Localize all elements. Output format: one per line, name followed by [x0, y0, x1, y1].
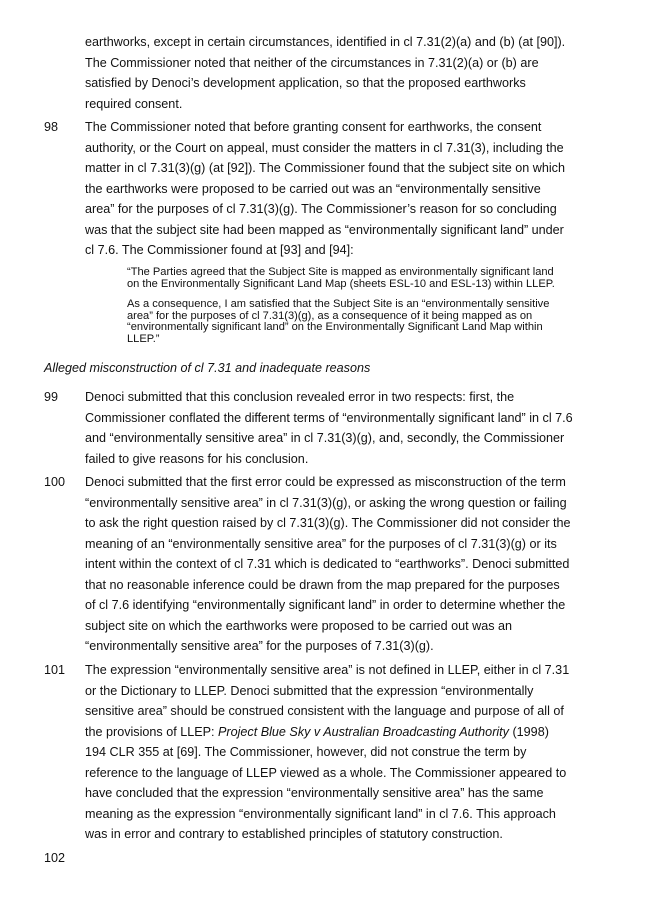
case-citation: Project Blue Sky v Australian Broadcasting Authority — [218, 724, 509, 739]
text-line: matter in cl 7.31(3)(g) (at [92]). The Commissioner found that the subject site on which — [85, 161, 565, 175]
text-line: The Commissioner noted that neither of the circumstances in 7.31(2)(a) or (b) are — [85, 55, 539, 70]
text-line: on the Environmentally Significant Land Map (sheets ESL-10 and ESL-13) within LLEP. — [127, 277, 555, 290]
paragraph-body — [85, 660, 614, 845]
text-line: or the Dictionary to LLEP. Denoci submitted that the expression “environmentally — [85, 683, 534, 698]
text-line — [85, 722, 614, 743]
paragraph-body — [85, 472, 614, 657]
text-run: the provisions of LLEP: — [85, 724, 219, 739]
text-line: Denoci submitted that this conclusion revealed error in two respects: first, the — [85, 390, 515, 404]
text-line: cl 7.6. The Commissioner found at [93] and [94]: — [85, 243, 354, 257]
text-line: subject site on which the earthworks were proposed to be carried out was an — [85, 618, 513, 633]
text-line: the earthworks were proposed to be carried out was an “environmentally sensitive — [85, 181, 541, 196]
text-line: “environmentally significant land” on the Environmentally Significant Land Map within — [127, 321, 543, 334]
text-line: to ask the right question raised by cl 7.31(3)(g). The Commissioner did not consider the — [85, 516, 571, 530]
quote-paragraph — [127, 299, 597, 345]
paragraph-body — [85, 117, 614, 261]
text-line: Denoci submitted that the first error could be expressed as misconstruction of the term — [85, 475, 566, 489]
paragraph-99 — [44, 387, 614, 469]
paragraph-101 — [44, 660, 614, 845]
section-heading: Alleged misconstruction of cl 7.31 and inadequate reasons — [44, 361, 371, 375]
text-line: failed to give reasons for his conclusion. — [85, 451, 309, 466]
text-line: LLEP.” — [127, 332, 160, 345]
text-line: area” for the purposes of cl 7.31(3)(g). The Commissioner’s reason for so concluding — [85, 202, 557, 216]
text-line: was in error and contrary to established principles of statutory construction. — [85, 827, 503, 841]
text-line: meaning as the expression “environmentally significant land” in cl 7.6. This approach — [85, 806, 556, 821]
paragraph-number: 98 — [44, 120, 59, 134]
paragraph-98 — [44, 117, 614, 261]
text-line: “environmentally sensitive area” for the purposes of 7.31(3)(g). — [85, 639, 434, 653]
text-line: “The Parties agreed that the Subject Site is mapped as environmentally significant land — [127, 266, 554, 278]
text-line: meaning of an “environmentally sensitive area” for the purposes of cl 7.31(3)(g) or its — [85, 536, 557, 551]
text-line: Commissioner conflated the different terms of “environmentally significant land” in cl 7.6 — [85, 410, 573, 425]
text-line: authority, or the Court on appeal, must consider the matters in cl 7.31(3), including the — [85, 140, 564, 155]
text-line: reference to the language of LLEP viewed as a whole. The Commissioner appeared to — [85, 765, 567, 780]
paragraph-97-continuation — [85, 32, 615, 114]
text-line: that no reasonable inference could be drawn from the map prepared for the purposes — [85, 577, 560, 592]
paragraph-number: 101 — [44, 663, 66, 677]
text-line: area” for the purposes of cl 7.31(3)(g), as a consequence of it being mapped as on — [127, 309, 533, 322]
text-line: earthworks, except in certain circumstances, identified in cl 7.31(2)(a) and (b) (at [90]). — [85, 35, 566, 49]
text-line: As a consequence, I am satisfied that the Subject Site is an “environmentally sensitive — [127, 298, 550, 311]
text-line: was that the subject site had been mapped as “environmentally significant land” under — [85, 222, 564, 237]
text-line: “environmentally sensitive area” in cl 7.31(3)(g), or asking the wrong question or failing — [85, 495, 567, 510]
paragraph-number: 99 — [44, 390, 59, 404]
text-line: sensitive area” should be construed consistent with the language and purpose of all of — [85, 704, 564, 718]
block-quote — [127, 267, 597, 355]
paragraph-number: 102 — [44, 851, 66, 865]
paragraph-100 — [44, 472, 614, 657]
text-line: The Commissioner noted that before granting consent for earthworks, the consent — [85, 120, 542, 134]
text-line: satisfied by Denoci’s development application, so that the proposed earthworks — [85, 76, 526, 90]
quote-paragraph — [127, 267, 597, 290]
text-line: have concluded that the expression “environmentally sensitive area” has the same — [85, 786, 544, 800]
text-line: 194 CLR 355 at [69]. The Commissioner, however, did not construe the term by — [85, 745, 527, 759]
text-line: intent within the context of cl 7.31 which is dedicated to “earthworks”. Denoci submitted — [85, 557, 570, 571]
text-run: (1998) — [508, 724, 549, 739]
text-line: and “environmentally sensitive area” in cl 7.31(3)(g), and, secondly, the Commissioner — [85, 431, 565, 445]
text-line: of cl 7.6 identifying “environmentally significant land” in order to determine whether the — [85, 598, 566, 612]
text-line: The expression “environmentally sensitive area” is not defined in LLEP, either in cl 7.31 — [85, 663, 570, 677]
text-line: required consent. — [85, 96, 183, 111]
paragraph-body — [85, 387, 614, 469]
paragraph-number: 100 — [44, 475, 66, 489]
